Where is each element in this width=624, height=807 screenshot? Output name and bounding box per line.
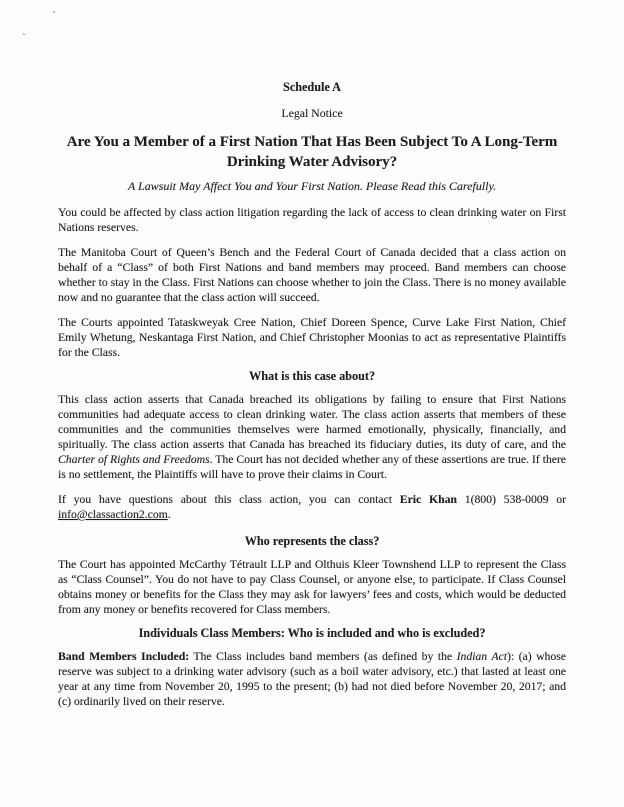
paragraph-courts-decision: The Manitoba Court of Queen’s Bench and the Federal Court of Canada decided that a class action on behalf of a “Class” of both First Nations and band members may proceed. Band members can choose whether to stay in the Class. First Nations can choose whether to join the Class. There is no money available now and no guarantee that the class action will succeed.	[58, 246, 566, 304]
scan-artifact-left: `	[21, 31, 30, 44]
page-title-line-2: Drinking Water Advisory?	[226, 153, 398, 170]
legal-notice-label: Legal Notice	[281, 106, 343, 120]
email-link: info@classaction2.com	[58, 508, 168, 521]
scan-artifact-top: `	[52, 9, 59, 22]
paragraph-contact	[58, 492, 566, 522]
paragraph-representative-plaintiffs: The Courts appointed Tataskweyak Cree Nation, Chief Doreen Spence, Curve Lake First Nation, Chief Emily Whetung, Neskantaga First Nation, and Chief Christopher Moonias to act as representative Plaintiffs for the Class.	[58, 316, 566, 359]
paragraph-class-counsel: The Court has appointed McCarthy Tétrault LLP and Olthuis Kleer Townshend LLP to represent the Class as “Class Counsel”. You do not have to pay Class Counsel, or anyone else, to participate. If Class Counsel obtains money or benefits for the Class they may ask for lawyers’ fees and costs, which would be deducted from any money or benefits recovered for Class members.	[58, 558, 566, 616]
band-members-text: The Class includes band members (as defined by the	[189, 650, 457, 663]
band-members-included-label: Band Members Included:	[58, 650, 190, 663]
band-members-text-end: ): (a) whose reserve was subject to a drinking water advisory (such as a boil water advisory, etc.) that lasted at least one year at any time from November 20, 1995 to the present; (b) had not died before November 20, 2017; and (c) ordinarily lived on their reserve.	[58, 650, 566, 708]
contact-name: Eric Khan	[399, 493, 457, 506]
case-details-text-end: . The Court has not decided whether any of these assertions are true. If there is no settlement, the Plaintiffs will have to prove their claims in Court.	[58, 453, 566, 481]
section-heading-who-represents: Who represents the class?	[244, 534, 380, 548]
schedule-label: Schedule A	[283, 80, 341, 94]
lawsuit-subtitle: A Lawsuit May Affect You and Your First Nation. Please Read this Carefully.	[127, 179, 497, 193]
page-title-line-1: Are You a Member of a First Nation That Has Been Subject To A Long-Term	[66, 134, 558, 150]
section-heading-who-included: Individuals Class Members: Who is included and who is excluded?	[138, 626, 486, 640]
contact-text: If you have questions about this class action, you can contact	[58, 493, 400, 506]
section-heading-case-about: What is this case about?	[249, 369, 375, 383]
paragraph-intro: You could be affected by class action litigation regarding the lack of access to clean drinking water on First Nations reserves.	[58, 206, 566, 234]
page-title	[58, 133, 566, 172]
case-details-text: This class action asserts that Canada breached its obligations by failing to ensure that First Nations communities had adequate access to clean drinking water. The class action asserts that members of these communities and the communities themselves were harmed emotionally, physically, financially, and spiritually. The class action asserts that Canada has breached its fiduciary duties, its duty of care, and the	[58, 393, 566, 451]
paragraph-case-details	[58, 392, 566, 482]
indian-act-reference: Indian Act	[456, 650, 507, 663]
charter-reference: Charter of Rights and Freedoms	[58, 453, 210, 466]
contact-text-end: .	[167, 508, 171, 521]
contact-phone: 1(800) 538-0009 or	[456, 493, 567, 506]
paragraph-band-members-included	[58, 649, 566, 709]
